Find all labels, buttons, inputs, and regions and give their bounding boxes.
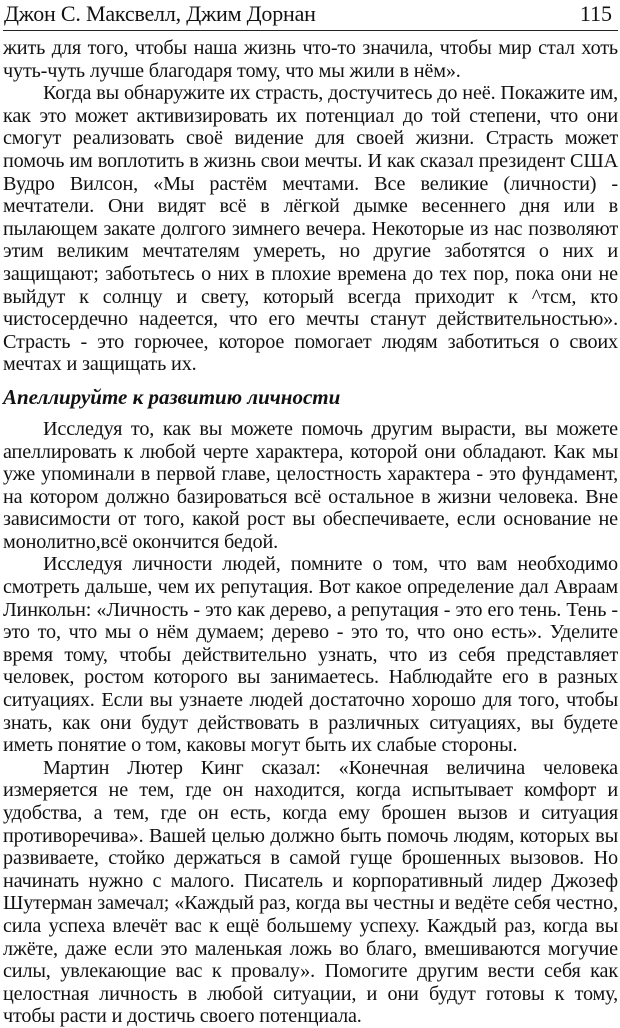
section-heading: Апеллируйте к развитию личности [3,384,341,409]
paragraph-continuation: жить для того, чтобы наша жизнь что-то значила, чтобы мир стал хоть чуть-чуть лучше благодаря тому, что мы жили в нём». [3,37,618,82]
paragraph-reputation: Исследуя личности людей, помните о том, что вам необходимо смотреть дальше, чем их репутация. Вот какое определение дал Авраам Линкольн: «Личность - это как дерево, а репутация - это его тень. Тень - это то, что мы о нём думаем; дерево - это то, что оно есть». Уделите время тому, чтобы действительно узнать, что из себя представляет человек, ростом которого вы занимаетесь. Наблюдайте его в разных ситуациях. Если вы узнаете людей достаточно хорошо для того, чтобы знать, как они будут действовать в различных ситуациях, вы будете иметь понятие о том, каковы могут быть их слабые стороны. [3,553,618,757]
paragraph-passion: Когда вы обнаружите их страсть, достучитесь до неё. Покажите им, как это может активизировать их потенциал до той степени, что они смогут реализовать своё видение для своей жизни. Страсть может помочь им воплотить в жизнь свои мечты. И как сказал президент США Вудро Вилсон, «Мы растём мечтами. Все великие (личности) - мечтатели. Они видят всё в лёгкой дымке весеннего дня или в пылающем закате долгого зимнего вечера. Некоторые из нас позволяют этим великим мечтателям умереть, но другие заботятся о них и защищают; заботьтесь о них в плохие времена до тех пор, пока они не выйдут к солнцу и свету, который всегда приходит к ^тсм, кто чистосердечно надеется, что его мечты станут действительностью». Страсть - это горючее, которое помогает людям заботиться о своих мечтах и защищать их. [3,82,618,376]
page-number: 115 [579,1,612,26]
body-text [3,37,618,1028]
running-header [3,0,618,31]
paragraph-character: Исследуя то, как вы можете помочь другим вырасти, вы можете апеллировать к любой черте характера, которой они обладают. Как мы уже упоминали в первой главе, целостность характера - это фундамент, на котором должно базироваться всё остальное в жизни человека. Вне зависимости от того, какой рост вы обеспечиваете, если основание не монолитно,всё окончится бедой. [3,417,618,553]
paragraph-king-quote: Мартин Лютер Кинг сказал: «Конечная величина человека измеряется не тем, где он находится, когда испытывает комфорт и удобства, а тем, где он есть, когда ему брошен вызов и ситуация противоречива». Вашей целью должно быть помочь людям, которых вы развиваете, стойко держаться в самой гуще брошенных вызовов. Но начинать нужно с малого. Писатель и корпоративный лидер Джозеф Шутерман замечал; «Каждый раз, когда вы честны и ведёте себя честно, сила успеха влечёт вас к ещё большему успеху. Каждый раз, когда вы лжёте, даже если это маленькая ложь во благо, вмешиваются могучие силы, увлекающие вас к провалу». Помогите другим вести себя как целостная личность в любой ситуации, и они будут готовы к тому, чтобы расти и достичь своего потенциала. [3,756,618,1028]
running-title: Джон С. Максвелл, Джим Дорнан [4,1,316,26]
